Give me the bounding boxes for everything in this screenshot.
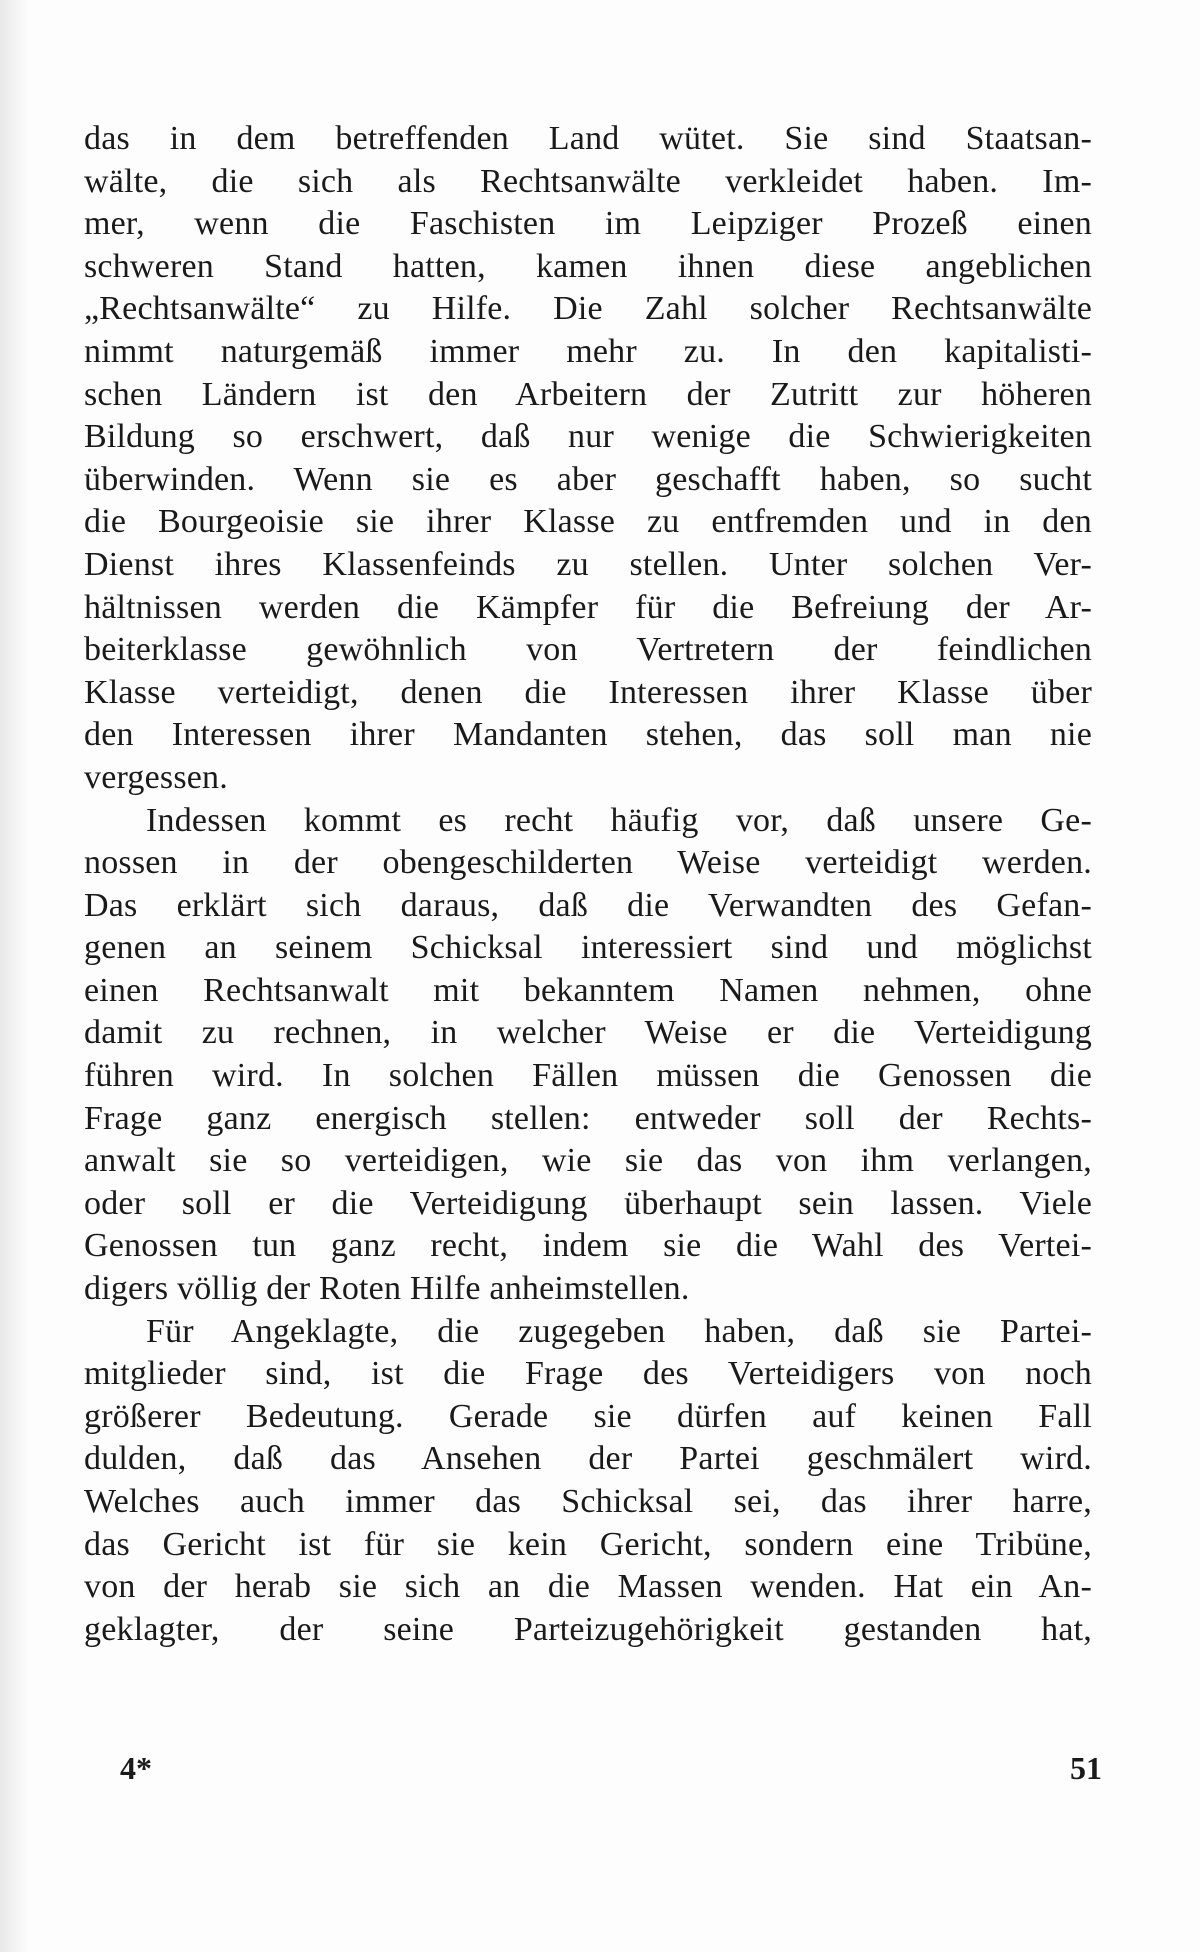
body-text	[84, 118, 1092, 1651]
paragraph	[84, 118, 1092, 800]
page-edge-shadow	[0, 0, 30, 1952]
text-line: Bildung so erschwert, daß nur wenige die Schwierigkeiten	[84, 418, 1092, 456]
text-line: genen an seinem Schicksal interessiert sind und möglichst	[84, 929, 1092, 967]
text-line: digers völlig der Roten Hilfe anheimstellen.	[84, 1270, 690, 1308]
text-line: Genossen tun ganz recht, indem sie die Wahl des Vertei-	[84, 1227, 1092, 1265]
text-line: wälte, die sich als Rechtsanwälte verkleidet haben. Im-	[84, 162, 1092, 200]
text-line: Dienst ihres Klassenfeinds zu stellen. Unter solchen Ver-	[84, 545, 1092, 583]
text-line: von der herab sie sich an die Massen wenden. Hat ein An-	[84, 1568, 1092, 1606]
text-line: anwalt sie so verteidigen, wie sie das von ihm verlangen,	[84, 1142, 1092, 1180]
text-line: das in dem betreffenden Land wütet. Sie sind Staatsan-	[84, 120, 1092, 157]
text-line: geklagter, der seine Parteizugehörigkeit gestanden hat,	[84, 1610, 1092, 1648]
paragraph	[84, 1311, 1092, 1652]
text-line: schen Ländern ist den Arbeitern der Zutritt zur höheren	[84, 375, 1092, 413]
text-line: Das erklärt sich daraus, daß die Verwandten des Gefan-	[84, 886, 1092, 924]
text-line: mer, wenn die Faschisten im Leipziger Prozeß einen	[84, 205, 1092, 243]
text-line: die Bourgeoisie sie ihrer Klasse zu entfremden und in den	[84, 503, 1092, 541]
text-line: den Interessen ihrer Mandanten stehen, das soll man nie	[84, 716, 1092, 754]
text-line: Welches auch immer das Schicksal sei, das ihrer harre,	[84, 1483, 1092, 1520]
text-line: oder soll er die Verteidigung überhaupt sein lassen. Viele	[84, 1184, 1092, 1222]
paragraph	[84, 800, 1092, 1311]
text-line: überwinden. Wenn sie es aber geschafft haben, so sucht	[84, 460, 1092, 498]
text-line: nossen in der obengeschilderten Weise verteidigt werden.	[84, 844, 1092, 882]
text-line: dulden, daß das Ansehen der Partei geschmälert wird.	[84, 1440, 1092, 1478]
text-line: beiterklasse gewöhnlich von Vertretern der feindlichen	[84, 631, 1092, 669]
text-line: Klasse verteidigt, denen die Interessen ihrer Klasse über	[84, 673, 1092, 711]
page-footer	[84, 1748, 1102, 1788]
text-line: nimmt naturgemäß immer mehr zu. In den kapitalisti-	[84, 332, 1092, 370]
text-line: Für Angeklagte, die zugegeben haben, daß sie Partei-	[146, 1312, 1092, 1350]
text-line: hältnissen werden die Kämpfer für die Befreiung der Ar-	[84, 588, 1092, 626]
text-line: Indessen kommt es recht häufig vor, daß unsere Ge-	[146, 801, 1092, 839]
page-number: 51	[1070, 1750, 1102, 1786]
text-line: führen wird. In solchen Fällen müssen die Genossen die	[84, 1057, 1092, 1095]
text-line: schweren Stand hatten, kamen ihnen diese angeblichen	[84, 247, 1092, 285]
text-line: größerer Bedeutung. Gerade sie dürfen auf keinen Fall	[84, 1397, 1092, 1435]
text-line: „Rechtsanwälte“ zu Hilfe. Die Zahl solcher Rechtsanwälte	[84, 290, 1092, 328]
text-line: mitglieder sind, ist die Frage des Verteidigers von noch	[84, 1355, 1092, 1393]
signature-mark: 4*	[120, 1750, 152, 1786]
text-line: das Gericht ist für sie kein Gericht, sondern eine Tribüne,	[84, 1525, 1092, 1563]
text-line: vergessen.	[84, 758, 228, 796]
text-line: einen Rechtsanwalt mit bekanntem Namen nehmen, ohne	[84, 971, 1092, 1009]
text-line: damit zu rechnen, in welcher Weise er die Verteidigung	[84, 1014, 1092, 1052]
text-line: Frage ganz energisch stellen: entweder soll der Rechts-	[84, 1099, 1092, 1137]
